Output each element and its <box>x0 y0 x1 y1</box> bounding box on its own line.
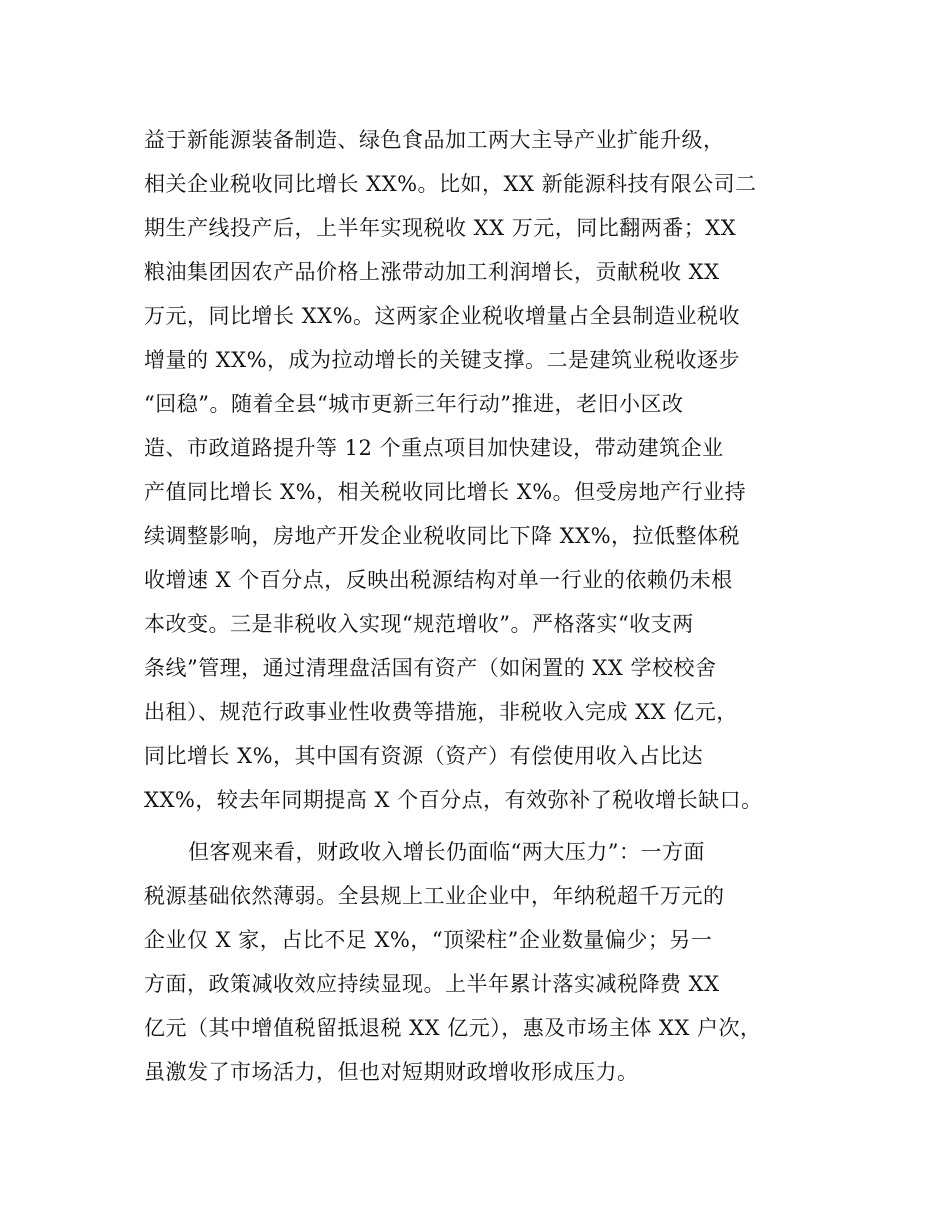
paragraph-line: 方面，政策减收效应持续显现。上半年累计落实减税降费 XX <box>144 972 720 996</box>
paragraph-line: 益于新能源装备制造、绿色食品加工两大主导产业扩能升级， <box>144 128 725 152</box>
paragraph-line: 粮油集团因农产品价格上涨带动加工利润增长，贡献税收 XX <box>144 260 720 284</box>
paragraph-line: “回稳”。随着全县“城市更新三年行动”推进，老旧小区改 <box>144 392 684 416</box>
paragraph-line: 企业仅 X 家，占比不足 X%，“顶梁柱”企业数量偏少；另一 <box>144 928 713 952</box>
paragraph-line: 本改变。三是非税收入实现“规范增收”。严格落实“收支两 <box>144 612 694 636</box>
paragraph-line: 相关企业税收同比增长 XX%。比如，XX 新能源科技有限公司二 <box>144 172 757 196</box>
paragraph-line: XX%，较去年同期提高 X 个百分点，有效弥补了税收增长缺口。 <box>144 788 763 812</box>
paragraph-2 <box>144 830 834 1094</box>
paragraph-line: 条线”管理，通过清理盘活国有资产（如闲置的 XX 学校校舍 <box>144 656 717 680</box>
paragraph-line: 造、市政道路提升等 12 个重点项目加快建设，带动建筑企业 <box>144 436 724 460</box>
paragraph-1 <box>144 118 834 822</box>
paragraph-spacer <box>144 822 834 830</box>
paragraph-line: 收增速 X 个百分点，反映出税源结构对单一行业的依赖仍未根 <box>144 568 733 592</box>
paragraph-line: 万元，同比增长 XX%。这两家企业税收增量占全县制造业税收 <box>144 304 741 328</box>
paragraph-line: 出租）、规范行政事业性收费等措施，非税收入完成 XX 亿元， <box>144 700 738 724</box>
paragraph-line: 产值同比增长 X%，相关税收同比增长 X%。但受房地产行业持 <box>144 480 747 504</box>
paragraph-line-indented: 但客观来看，财政收入增长仍面临“两大压力”：一方面 <box>188 840 705 864</box>
document-body <box>144 118 834 1094</box>
paragraph-line: 期生产线投产后，上半年实现税收 XX 万元，同比翻两番；XX <box>144 216 737 240</box>
paragraph-line: 续调整影响，房地产开发企业税收同比下降 XX%，拉低整体税 <box>144 524 741 548</box>
paragraph-line: 同比增长 X%，其中国有资源（资产）有偿使用收入占比达 <box>144 744 704 768</box>
paragraph-line: 亿元（其中增值税留抵退税 XX 亿元），惠及市场主体 XX 户次， <box>144 1016 762 1040</box>
paragraph-line: 税源基础依然薄弱。全县规上工业企业中，年纳税超千万元的 <box>144 884 725 908</box>
paragraph-line: 虽激发了市场活力，但也对短期财政增收形成压力。 <box>144 1060 639 1084</box>
paragraph-line: 增量的 XX%，成为拉动增长的关键支撑。二是建筑业税收逐步 <box>144 348 741 372</box>
